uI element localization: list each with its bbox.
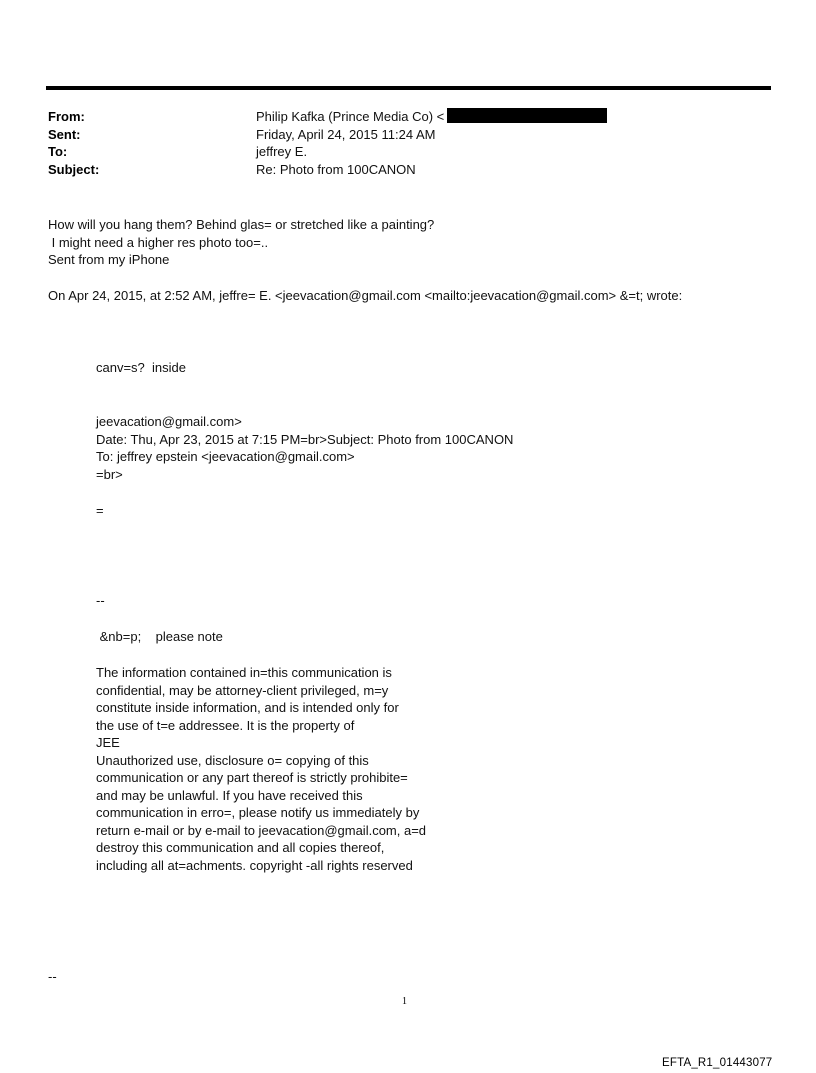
disclaimer-line: JEE [96, 735, 120, 750]
equals-line: = [96, 503, 104, 518]
fwd-line: To: jeffrey epstein <jeevacation@gmail.com> [96, 449, 355, 464]
to-row [48, 143, 607, 161]
top-rule [46, 86, 771, 90]
disclaimer-line: destroy this communication and all copies thereof, [96, 840, 385, 855]
disclaimer-line: communication in erro=, please notify us immediately by [96, 805, 420, 820]
body-line: I might need a higher res photo too=.. [48, 234, 269, 250]
subject-value: Re: Photo from 100CANON [256, 161, 416, 177]
disclaimer-line: including all at=achments. copyright -all rights reserved [96, 857, 413, 873]
subject-row [48, 161, 607, 179]
subject-label: Subject: [48, 161, 100, 177]
disclaimer-line: Unauthorized use, disclosure o= copying of this [96, 752, 369, 768]
footer-dashes: -- [48, 969, 57, 984]
canvas-line: canv=s? inside [96, 360, 186, 375]
disclaimer-line: the use of t=e addressee. It is the property of [96, 717, 355, 733]
to-label: To: [48, 144, 68, 159]
disclaimer-line: confidential, may be attorney-client privileged, m=y [96, 682, 389, 698]
sent-value: Friday, April 24, 2015 11:24 AM [256, 126, 436, 142]
please-note-line: &nb=p; please note [96, 629, 223, 644]
signature-dashes: -- [96, 593, 105, 608]
from-label: From: [48, 109, 85, 124]
fwd-line: jeevacation@gmail.com> [96, 414, 242, 429]
forwarded-header [96, 413, 513, 483]
body-message [48, 216, 434, 269]
disclaimer [96, 664, 426, 874]
disclaimer-line: return e-mail or by e-mail to jeevacation@gmail.com, a=d [96, 822, 427, 838]
to-value: jeffrey E. [256, 144, 308, 159]
from-value: Philip Kafka (Prince Media Co) < [256, 108, 607, 126]
disclaimer-line: and may be unlawful. If you have received this [96, 787, 363, 803]
sent-row [48, 126, 607, 144]
redaction-box [447, 108, 607, 123]
page-number: 1 [402, 996, 407, 1007]
disclaimer-line: communication or any part thereof is strictly prohibite= [96, 770, 408, 785]
disclaimer-line: The information contained in=this communication is [96, 665, 392, 680]
sent-label: Sent: [48, 126, 81, 142]
body-line: How will you hang them? Behind glas= or stretched like a painting? [48, 217, 435, 232]
fwd-line: =br> [96, 466, 123, 482]
disclaimer-line: constitute inside information, and is intended only for [96, 700, 399, 715]
quote-intro: On Apr 24, 2015, at 2:52 AM, jeffre= E. <jeevacation@gmail.com <mailto:jeevacation@gmail.com> &=t; wrote: [48, 288, 683, 303]
body-line: Sent from my iPhone [48, 252, 170, 267]
bates-number: EFTA_R1_01443077 [662, 1057, 773, 1069]
email-header [48, 108, 607, 178]
fwd-line: Date: Thu, Apr 23, 2015 at 7:15 PM=br>Subject: Photo from 100CANON [96, 431, 514, 447]
from-row [48, 108, 607, 126]
